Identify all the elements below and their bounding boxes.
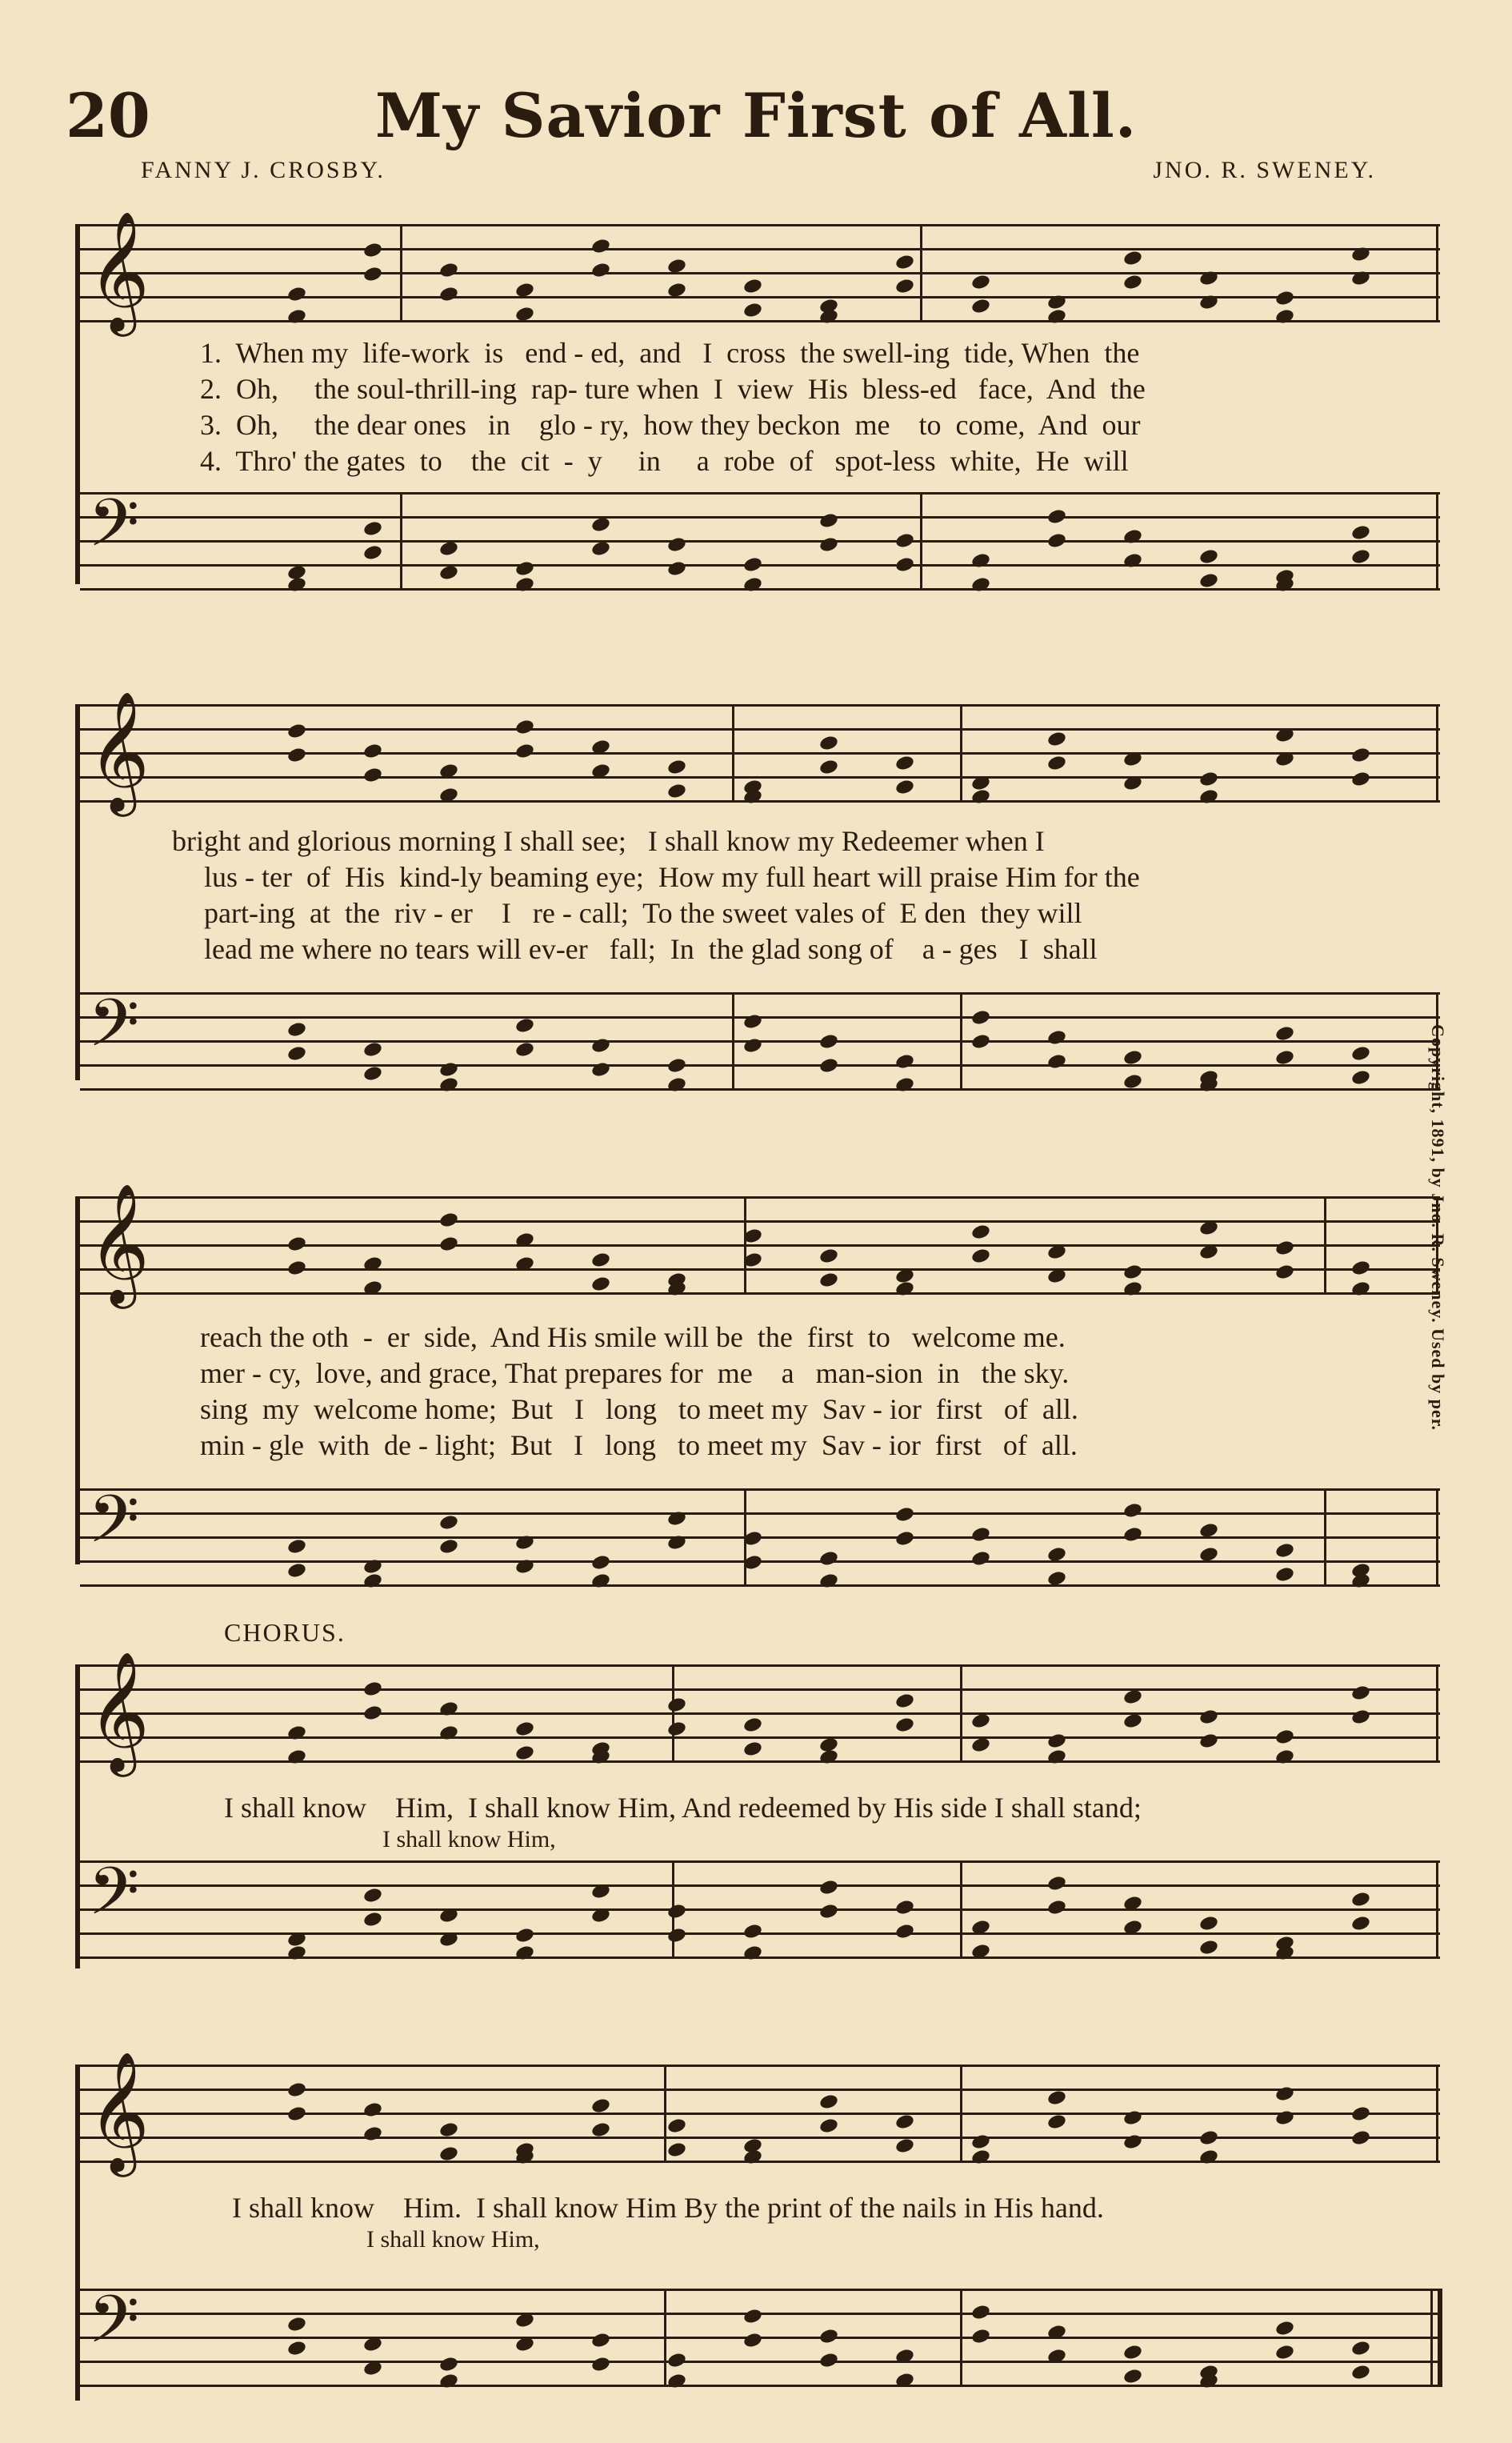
notehead [818,735,839,752]
notehead [286,2340,307,2357]
notehead [1350,1684,1371,1702]
notehead [894,755,915,772]
notehead [286,2105,307,2123]
verse-line: reach the oth - er side, And His smile will be the first to welcome me. [200,1321,1066,1353]
notehead [438,2356,459,2373]
notehead [514,1927,535,1944]
notehead [666,2352,687,2369]
notehead [1122,1280,1143,1298]
notehead [1350,2340,1371,2357]
notehead [286,1236,307,1253]
notehead [666,1057,687,1075]
notehead [1274,2085,1295,2103]
notehead [970,788,991,806]
page-number: 20 [66,80,150,151]
notehead [742,1740,763,1758]
notehead [818,2117,839,2135]
notehead [1274,1566,1295,1584]
notehead [362,1680,383,1698]
notehead [286,286,307,303]
notehead [818,2093,839,2111]
notehead [286,1538,307,1556]
notehead [818,1572,839,1590]
notehead [590,238,611,255]
treble-clef-icon: 𝄞 [88,1650,150,1772]
notehead [1046,508,1067,526]
notehead [1350,1045,1371,1063]
notehead [894,254,915,271]
notehead [1198,2149,1219,2166]
notehead [818,1272,839,1289]
notehead [970,1009,991,1027]
notehead [818,2328,839,2345]
treble-staff [80,1182,1440,1308]
notehead [666,2373,687,2390]
notehead [1122,552,1143,570]
notehead [1198,1939,1219,1956]
notehead [1046,755,1067,772]
notehead [818,1550,839,1568]
notehead [1350,548,1371,566]
notehead [362,520,383,538]
bass-staff [80,1480,1440,1600]
notehead [362,1041,383,1059]
notehead [438,262,459,279]
treble-staff [80,690,1440,816]
notehead [742,302,763,319]
notehead [818,1248,839,1265]
notehead [590,262,611,279]
notehead [970,1224,991,1241]
treble-clef-icon: 𝄞 [88,2050,150,2172]
notehead [666,2117,687,2135]
notehead [1122,250,1143,267]
notehead [894,2113,915,2131]
notehead [666,536,687,554]
notehead [894,1716,915,1734]
notehead [1046,1748,1067,1766]
notehead [1274,2320,1295,2337]
notehead [894,1053,915,1071]
notehead [1350,524,1371,542]
notehead [514,1017,535,1035]
verse-line: 4. Thro' the gates to the cit - y in a robe of spot-less white, He will [200,445,1129,477]
notehead [742,2332,763,2349]
notehead [362,743,383,760]
notehead [666,1927,687,1944]
notehead [1350,1708,1371,1726]
notehead [362,1911,383,1928]
notehead [818,1033,839,1051]
notehead [286,723,307,740]
notehead [1122,1264,1143,1281]
notehead [362,1572,383,1590]
bass-staff [80,1852,1440,1972]
chorus-bass-echo: I shall know Him, [382,1826,556,1852]
notehead [1350,771,1371,788]
notehead [970,1526,991,1544]
notehead [1122,2344,1143,2361]
notehead [590,1554,611,1572]
notehead [742,1716,763,1734]
notehead [1122,274,1143,291]
notehead [1350,1915,1371,1932]
notehead [894,1692,915,1710]
notehead [1122,2109,1143,2127]
notehead [818,1879,839,1896]
notehead [590,1037,611,1055]
notehead [362,242,383,259]
notehead [1350,1069,1371,1087]
bass-clef-icon: 𝄢 [88,2281,140,2374]
notehead [1198,1708,1219,1726]
notehead [1350,1891,1371,1908]
notehead [1198,1915,1219,1932]
notehead [362,767,383,784]
verse-line: lead me where no tears will ev-er fall; In the glad song of a - ges I shall [204,933,1098,965]
notehead [666,1720,687,1738]
lyricist-credit: FANNY J. CROSBY. [141,157,386,183]
notehead [1122,2133,1143,2151]
notehead [514,1041,535,1059]
notehead [818,759,839,776]
notehead [894,1530,915,1548]
notehead [438,1211,459,1229]
notehead [438,1061,459,1079]
notehead [742,1013,763,1031]
notehead [590,1061,611,1079]
notehead [1046,1899,1067,1916]
bass-clef-icon: 𝄢 [88,1480,140,1574]
notehead [1274,1240,1295,1257]
bass-staff [80,984,1440,1104]
notehead [1274,1748,1295,1766]
notehead [362,1887,383,1904]
notehead [742,2308,763,2325]
notehead [438,286,459,303]
bass-clef-icon: 𝄢 [88,484,140,578]
notehead [970,2149,991,2166]
notehead [286,1944,307,1962]
notehead [1350,747,1371,764]
notehead [818,1748,839,1766]
treble-staff [80,210,1440,336]
bass-staff [80,2281,1440,2401]
composer-credit: JNO. R. SWENEY. [1153,157,1376,183]
notehead [666,783,687,800]
verse-line: sing my welcome home; But I long to meet my Sav - ior first of all. [200,1393,1078,1425]
notehead [970,2304,991,2321]
notehead [1274,1264,1295,1281]
notehead [514,743,535,760]
notehead [1350,2105,1371,2123]
notehead [970,576,991,594]
notehead [970,2133,991,2151]
notehead [362,1704,383,1722]
notehead [438,1538,459,1556]
notehead [894,1076,915,1094]
notehead [1198,788,1219,806]
notehead [970,552,991,570]
notehead [970,1550,991,1568]
notehead [1046,2113,1067,2131]
notehead [590,1252,611,1269]
notehead [1350,2364,1371,2381]
notehead [286,1021,307,1039]
notehead [1046,1029,1067,1047]
chorus-line: I shall know Him. I shall know Him By the print of the nails in His hand. [232,2192,1104,2224]
notehead [362,2125,383,2143]
notehead [438,1724,459,1742]
notehead [1122,2368,1143,2385]
notehead [514,560,535,578]
notehead [590,1276,611,1293]
verse-line: 1. When my life-work is end - ed, and I cross the swell-ing tide, When the [200,337,1140,369]
notehead [438,2373,459,2390]
verse-line: part-ing at the riv - er I re - call; To the sweet vales of E den they will [204,897,1082,929]
notehead [1350,2129,1371,2147]
notehead [1274,290,1295,307]
notehead [894,278,915,295]
notehead [286,1045,307,1063]
notehead [1046,532,1067,550]
verse-line: bright and glorious morning I shall see; I shall know my Redeemer when I [172,825,1045,857]
notehead [1046,731,1067,748]
notehead [894,1506,915,1524]
notehead [1046,1875,1067,1892]
verse-line: 3. Oh, the dear ones in glo - ry, how they beckon me to come, And our [200,409,1141,441]
notehead [1046,2089,1067,2107]
verse-line: lus - ter of His kind-ly beaming eye; How my full heart will praise Him for the [204,861,1140,893]
notehead [514,1944,535,1962]
notehead [894,556,915,574]
notehead [1122,1502,1143,1520]
notehead [1274,308,1295,326]
notehead [894,1899,915,1916]
notehead [1122,1526,1143,1544]
notehead [286,1260,307,1277]
bass-clef-icon: 𝄢 [88,984,140,1078]
notehead [818,2352,839,2369]
chorus-bass-echo: I shall know Him, [366,2226,540,2253]
notehead [514,1744,535,1762]
notehead [742,1037,763,1055]
notehead [666,2141,687,2159]
notehead [286,747,307,764]
treble-clef-icon: 𝄞 [88,1182,150,1304]
notehead [286,576,307,594]
notehead [818,536,839,554]
notehead [590,2332,611,2349]
hymn-title: My Savior First of All. [374,80,1138,151]
notehead [1198,1732,1219,1750]
notehead [438,1076,459,1094]
notehead [590,2356,611,2373]
verse-line: 2. Oh, the soul-thrill-ing rap- ture when I view His bless-ed face, And the [200,373,1146,405]
bass-staff [80,484,1440,604]
notehead [1274,2109,1295,2127]
notehead [286,1562,307,1580]
notehead [818,512,839,530]
notehead [894,532,915,550]
notehead [818,1057,839,1075]
notehead [666,1696,687,1714]
notehead [362,2101,383,2119]
notehead [1122,528,1143,546]
notehead [438,1514,459,1532]
notehead [894,1280,915,1298]
chorus-line: I shall know Him, I shall know Him, And redeemed by His side I shall stand; [224,1792,1142,1824]
notehead [666,759,687,776]
notehead [438,1700,459,1718]
notehead [286,308,307,326]
notehead [514,719,535,736]
notehead [742,576,763,594]
treble-staff [80,1650,1440,1776]
copyright-notice: Copyright, 1891, by Jno. R. Sweney. Used by per. [1428,1024,1448,1432]
verse-line: mer - cy, love, and grace, That prepares for me a man-sion in the sky. [200,1357,1070,1389]
notehead [590,1572,611,1590]
notehead [970,298,991,315]
notehead [1046,1053,1067,1071]
notehead [742,1944,763,1962]
notehead [1198,771,1219,788]
notehead [666,560,687,578]
notehead [818,1903,839,1920]
notehead [1274,1728,1295,1746]
notehead [438,1236,459,1253]
notehead [362,266,383,283]
notehead [742,556,763,574]
notehead [742,1923,763,1940]
treble-clef-icon: 𝄞 [88,690,150,811]
notehead [286,1724,307,1742]
notehead [970,1033,991,1051]
notehead [894,1923,915,1940]
notehead [286,1748,307,1766]
notehead [742,278,763,295]
chorus-label: CHORUS. [224,1618,346,1647]
notehead [514,576,535,594]
verse-line: min - gle with de - light; But I long to meet my Sav - ior first of all. [200,1429,1078,1461]
notehead [1046,308,1067,326]
notehead [286,2316,307,2333]
notehead [894,2137,915,2155]
treble-clef-icon: 𝄞 [88,210,150,331]
notehead [1350,1280,1371,1298]
notehead [1350,1260,1371,1277]
notehead [1198,572,1219,590]
notehead [894,779,915,796]
notehead [286,2081,307,2099]
notehead [666,1903,687,1920]
notehead [362,544,383,562]
notehead [666,1076,687,1094]
notehead [970,2328,991,2345]
notehead [970,1248,991,1265]
notehead [1046,1732,1067,1750]
notehead [1198,548,1219,566]
notehead [1274,1542,1295,1560]
notehead [1198,2129,1219,2147]
notehead [514,1720,535,1738]
treble-staff [80,2050,1440,2177]
notehead [1274,2344,1295,2361]
notehead [362,1065,383,1083]
bass-clef-icon: 𝄢 [88,1852,140,1946]
notehead [970,274,991,291]
